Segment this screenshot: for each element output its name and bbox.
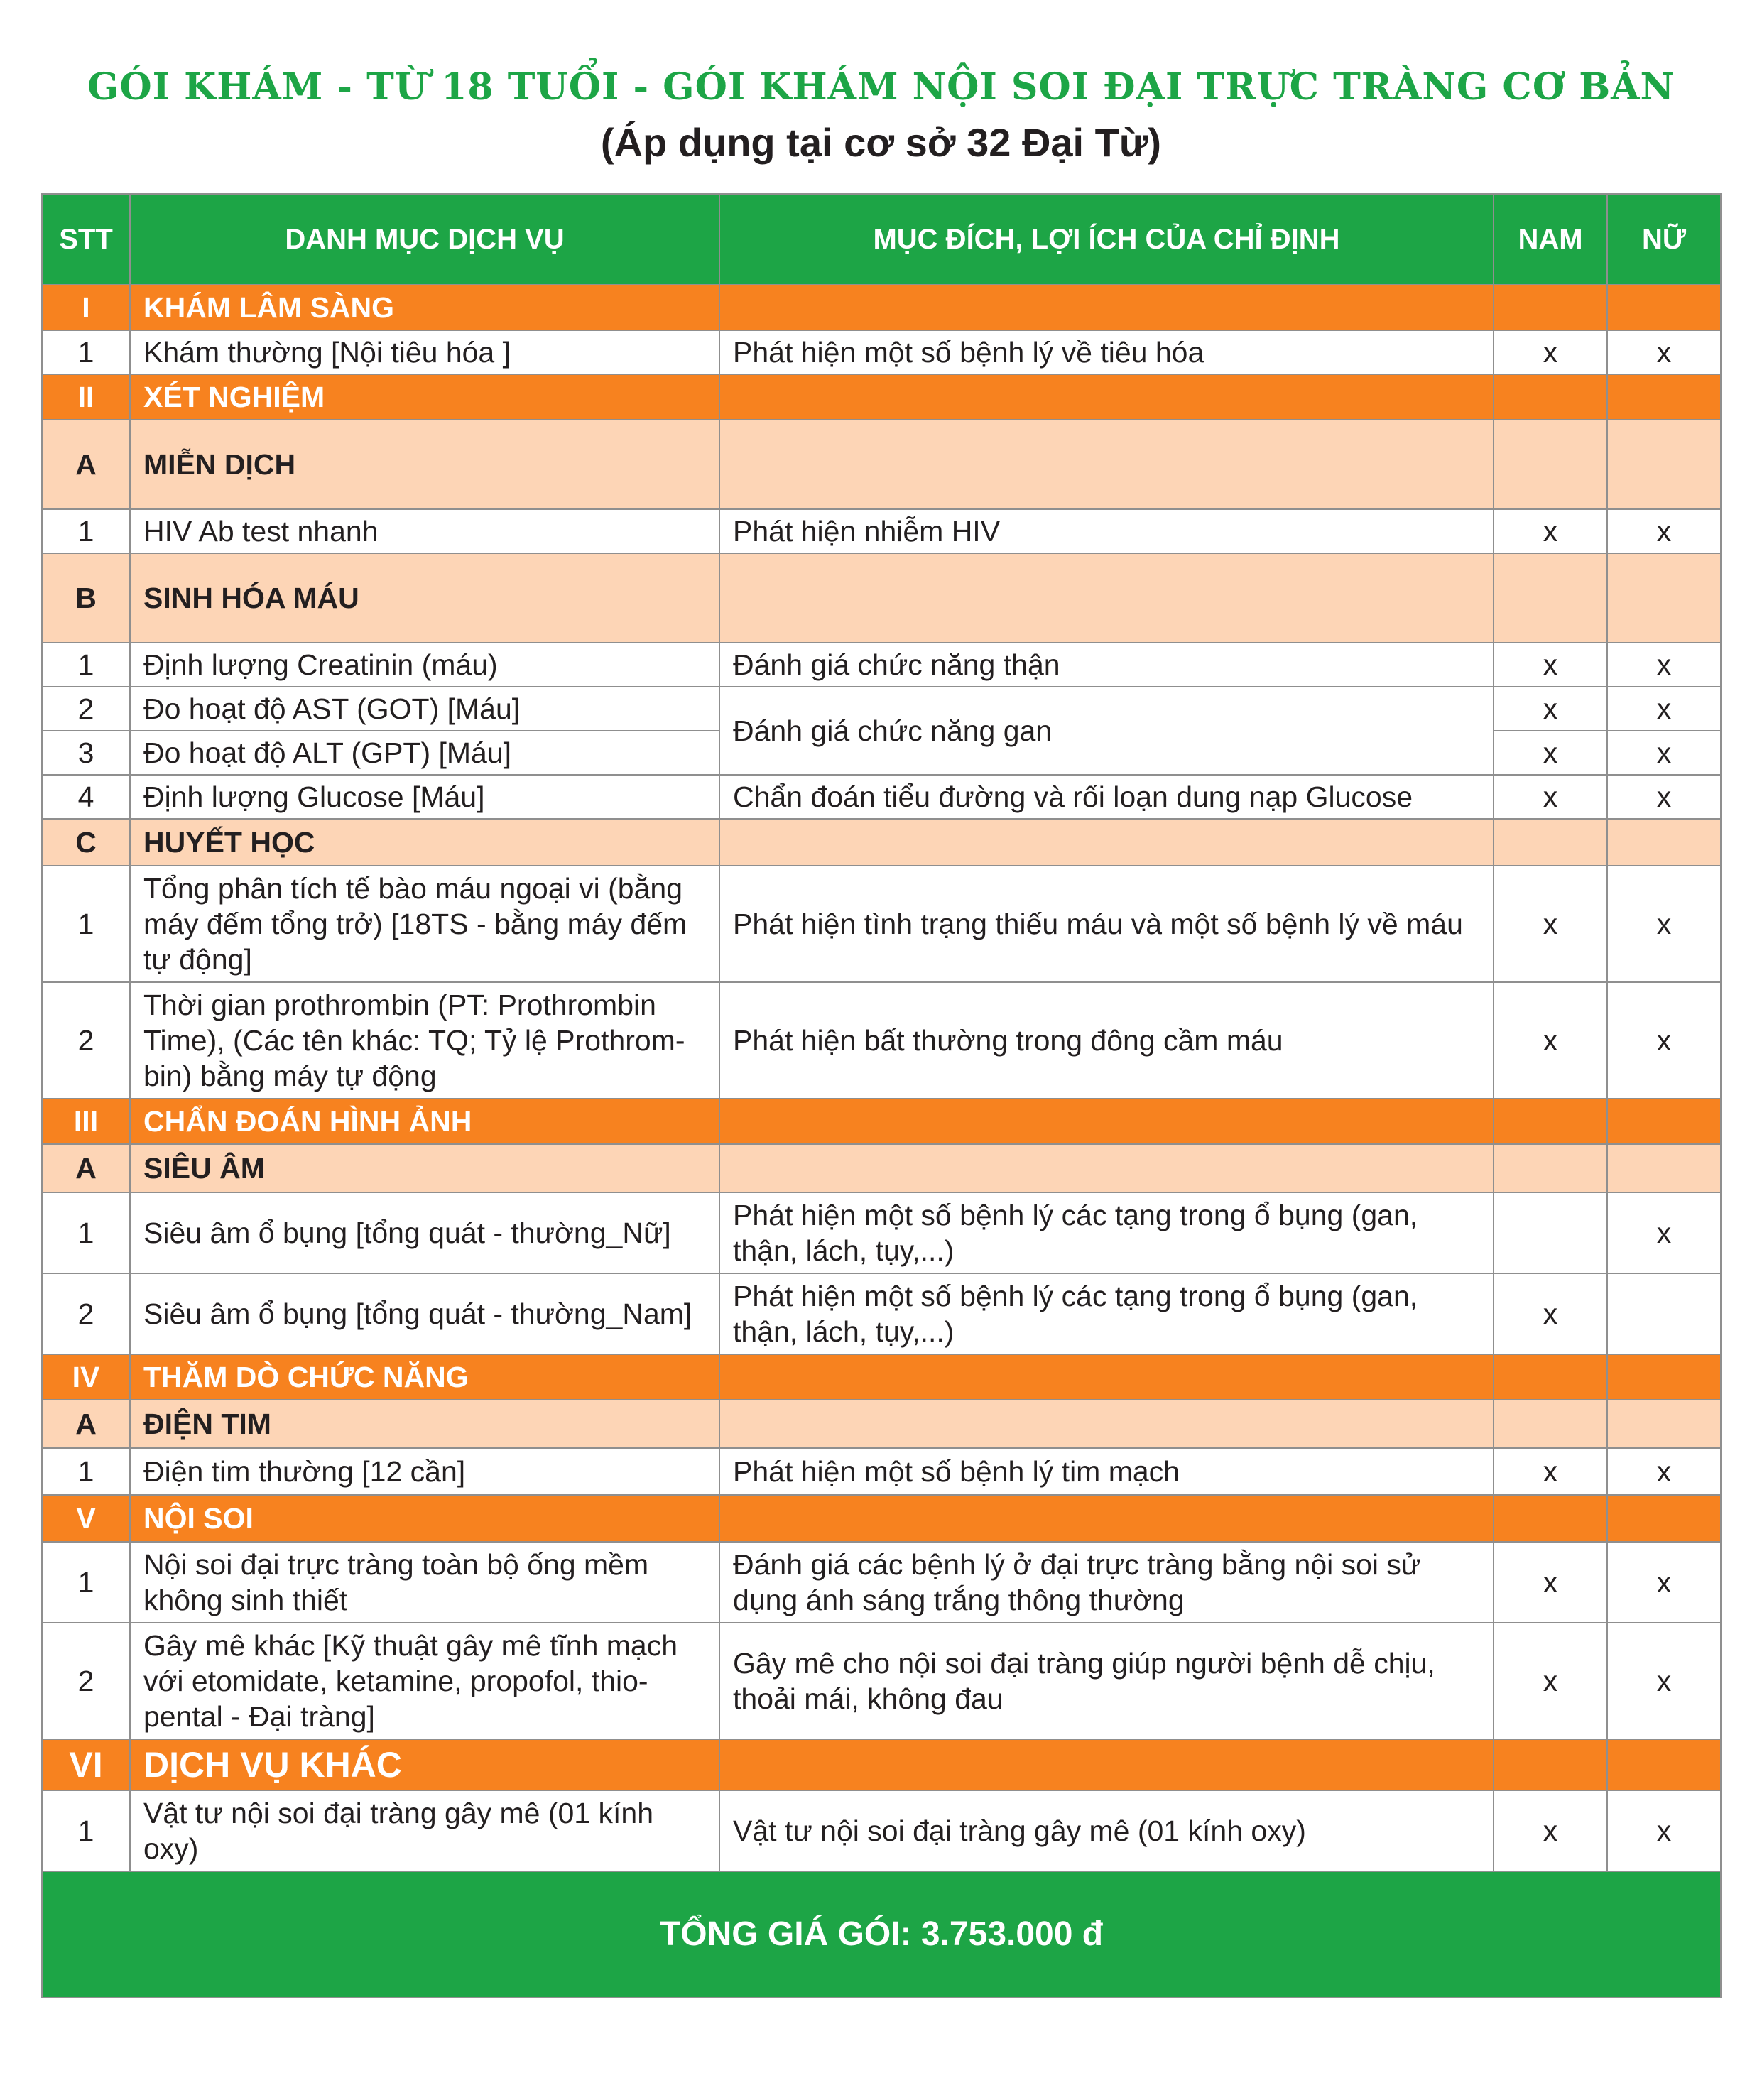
row-purpose: Chẩn đoán tiểu đường và rối loạn dung nạp Glucose xyxy=(719,775,1494,819)
total-row xyxy=(42,1871,1721,1998)
table-row xyxy=(42,1790,1721,1871)
subsection-name: HUYẾT HỌC xyxy=(130,819,719,866)
row-female-mark: x xyxy=(1607,731,1721,775)
row-purpose: Đánh giá các bệnh lý ở đại trực tràng bằng nội soi sử dụng ánh sáng trắng thông thường xyxy=(719,1542,1494,1623)
table-row xyxy=(42,1192,1721,1273)
row-purpose: Vật tư nội soi đại tràng gây mê (01 kính oxy) xyxy=(719,1790,1494,1871)
row-service: Định lượng Glucose [Máu] xyxy=(130,775,719,819)
row-male-mark: x xyxy=(1494,330,1607,374)
row-stt: 1 xyxy=(42,1448,130,1495)
row-male-mark: x xyxy=(1494,731,1607,775)
subsection-stt: A xyxy=(42,1144,130,1192)
row-female-mark: x xyxy=(1607,1542,1721,1623)
table-row xyxy=(42,1448,1721,1495)
row-stt: 1 xyxy=(42,330,130,374)
row-female-mark: x xyxy=(1607,1790,1721,1871)
table-row xyxy=(42,1623,1721,1739)
row-service: Khám thường [Nội tiêu hóa ] xyxy=(130,330,719,374)
row-male-mark: x xyxy=(1494,643,1607,687)
row-female-mark: x xyxy=(1607,1192,1721,1273)
header-service: DANH MỤC DỊCH VỤ xyxy=(130,194,719,285)
subsection-stt: A xyxy=(42,1400,130,1448)
row-service: Siêu âm ổ bụng [tổng quát - thường_Nữ] xyxy=(130,1192,719,1273)
row-stt: 2 xyxy=(42,982,130,1099)
row-female-mark: x xyxy=(1607,866,1721,982)
row-service: Nội soi đại trực tràng toàn bộ ống mềm không sinh thiết xyxy=(130,1542,719,1623)
row-stt: 1 xyxy=(42,1542,130,1623)
row-service: Định lượng Creatinin (máu) xyxy=(130,643,719,687)
header-female: NỮ xyxy=(1607,194,1721,285)
subsection-row xyxy=(42,819,1721,866)
table-row xyxy=(42,509,1721,553)
row-stt: 1 xyxy=(42,1192,130,1273)
subsection-row xyxy=(42,553,1721,643)
table-row xyxy=(42,643,1721,687)
section-name: KHÁM LÂM SÀNG xyxy=(130,285,719,330)
section-stt: V xyxy=(42,1495,130,1542)
section-name: CHẨN ĐOÁN HÌNH ẢNH xyxy=(130,1099,719,1144)
row-female-mark xyxy=(1607,1273,1721,1354)
table-row xyxy=(42,1542,1721,1623)
row-male-mark: x xyxy=(1494,866,1607,982)
row-purpose: Phát hiện bất thường trong đông cầm máu xyxy=(719,982,1494,1099)
row-service: Gây mê khác [Kỹ thuật gây mê tĩnh mạch với etomidate, ketamine, propofol, thio-pental - Đại tràng] xyxy=(130,1623,719,1739)
section-name: XÉT NGHIỆM xyxy=(130,374,719,420)
row-female-mark: x xyxy=(1607,509,1721,553)
subsection-name: SIÊU ÂM xyxy=(130,1144,719,1192)
row-stt: 1 xyxy=(42,509,130,553)
subsection-name: ĐIỆN TIM xyxy=(130,1400,719,1448)
row-stt: 4 xyxy=(42,775,130,819)
row-male-mark: x xyxy=(1494,509,1607,553)
row-female-mark: x xyxy=(1607,687,1721,731)
row-male-mark: x xyxy=(1494,982,1607,1099)
row-male-mark: x xyxy=(1494,1542,1607,1623)
row-purpose: Phát hiện một số bệnh lý các tạng trong ổ bụng (gan, thận, lách, tụy,...) xyxy=(719,1273,1494,1354)
section-stt: III xyxy=(42,1099,130,1144)
row-stt: 2 xyxy=(42,1623,130,1739)
table-header xyxy=(42,194,1721,285)
header-male: NAM xyxy=(1494,194,1607,285)
row-service: Siêu âm ổ bụng [tổng quát - thường_Nam] xyxy=(130,1273,719,1354)
table-row xyxy=(42,1273,1721,1354)
row-stt: 2 xyxy=(42,1273,130,1354)
section-row xyxy=(42,1354,1721,1400)
subsection-stt: C xyxy=(42,819,130,866)
row-stt: 1 xyxy=(42,1790,130,1871)
row-purpose: Đánh giá chức năng gan xyxy=(719,687,1494,775)
header-stt: STT xyxy=(42,194,130,285)
row-stt: 2 xyxy=(42,687,130,731)
row-female-mark: x xyxy=(1607,775,1721,819)
section-stt: VI xyxy=(42,1739,130,1790)
section-row xyxy=(42,1739,1721,1790)
row-service: HIV Ab test nhanh xyxy=(130,509,719,553)
row-stt: 1 xyxy=(42,643,130,687)
table-row xyxy=(42,687,1721,731)
row-purpose: Gây mê cho nội soi đại tràng giúp người bệnh dễ chịu, thoải mái, không đau xyxy=(719,1623,1494,1739)
row-male-mark: x xyxy=(1494,1790,1607,1871)
section-name: DỊCH VỤ KHÁC xyxy=(130,1739,719,1790)
row-purpose: Đánh giá chức năng thận xyxy=(719,643,1494,687)
row-purpose: Phát hiện nhiễm HIV xyxy=(719,509,1494,553)
row-purpose: Phát hiện một số bệnh lý tim mạch xyxy=(719,1448,1494,1495)
table-row xyxy=(42,330,1721,374)
row-stt: 1 xyxy=(42,866,130,982)
section-row xyxy=(42,374,1721,420)
row-service: Đo hoạt độ AST (GOT) [Máu] xyxy=(130,687,719,731)
service-table xyxy=(41,193,1722,1998)
subsection-row xyxy=(42,1144,1721,1192)
row-service: Vật tư nội soi đại tràng gây mê (01 kính oxy) xyxy=(130,1790,719,1871)
row-purpose: Phát hiện một số bệnh lý các tạng trong ổ bụng (gan, thận, lách, tụy,...) xyxy=(719,1192,1494,1273)
section-name: NỘI SOI xyxy=(130,1495,719,1542)
subsection-stt: A xyxy=(42,420,130,509)
row-service: Tổng phân tích tế bào máu ngoại vi (bằng máy đếm tổng trở) [18TS - bằng máy đếm tự động] xyxy=(130,866,719,982)
page-subtitle: (Áp dụng tại cơ sở 32 Đại Từ) xyxy=(600,120,1162,165)
page-title: GÓI KHÁM - TỪ 18 TUỔI - GÓI KHÁM NỘI SOI ĐẠI TRỰC TRÀNG CƠ BẢN xyxy=(87,65,1675,109)
row-male-mark: x xyxy=(1494,687,1607,731)
row-female-mark: x xyxy=(1607,1448,1721,1495)
row-service: Đo hoạt độ ALT (GPT) [Máu] xyxy=(130,731,719,775)
row-female-mark: x xyxy=(1607,643,1721,687)
section-row xyxy=(42,1099,1721,1144)
row-female-mark: x xyxy=(1607,1623,1721,1739)
table-row xyxy=(42,866,1721,982)
table-row xyxy=(42,775,1721,819)
row-service: Điện tim thường [12 cần] xyxy=(130,1448,719,1495)
row-male-mark: x xyxy=(1494,775,1607,819)
table-row xyxy=(42,982,1721,1099)
row-male-mark: x xyxy=(1494,1448,1607,1495)
subsection-row xyxy=(42,1400,1721,1448)
header-purpose: MỤC ĐÍCH, LỢI ÍCH CỦA CHỈ ĐỊNH xyxy=(719,194,1494,285)
section-stt: IV xyxy=(42,1354,130,1400)
subsection-name: SINH HÓA MÁU xyxy=(130,553,719,643)
section-row xyxy=(42,285,1721,330)
total-price: TỔNG GIÁ GÓI: 3.753.000 đ xyxy=(42,1871,1721,1998)
subsection-name: MIỄN DỊCH xyxy=(130,420,719,509)
row-male-mark xyxy=(1494,1192,1607,1273)
row-purpose: Phát hiện tình trạng thiếu máu và một số bệnh lý về máu xyxy=(719,866,1494,982)
subsection-stt: B xyxy=(42,553,130,643)
row-stt: 3 xyxy=(42,731,130,775)
row-purpose: Phát hiện một số bệnh lý về tiêu hóa xyxy=(719,330,1494,374)
section-stt: I xyxy=(42,285,130,330)
row-male-mark: x xyxy=(1494,1273,1607,1354)
section-stt: II xyxy=(42,374,130,420)
subsection-row xyxy=(42,420,1721,509)
row-female-mark: x xyxy=(1607,330,1721,374)
row-female-mark: x xyxy=(1607,982,1721,1099)
row-service: Thời gian prothrombin (PT: Prothrombin Time), (Các tên khác: TQ; Tỷ lệ Prothrom-bin) bằng máy tự động xyxy=(130,982,719,1099)
row-male-mark: x xyxy=(1494,1623,1607,1739)
section-row xyxy=(42,1495,1721,1542)
section-name: THĂM DÒ CHỨC NĂNG xyxy=(130,1354,719,1400)
